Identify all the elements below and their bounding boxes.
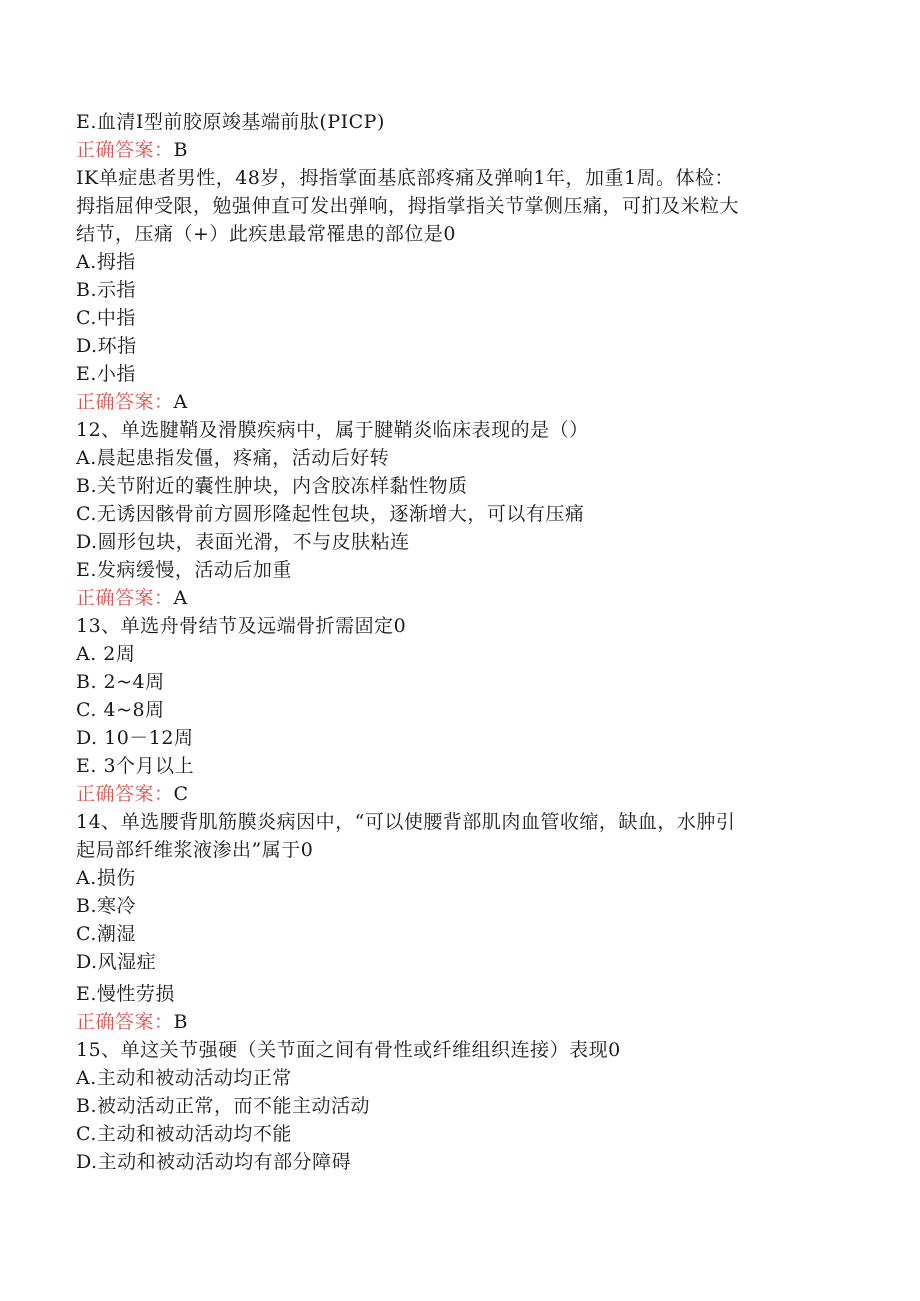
- option-line: B.示指: [76, 279, 137, 301]
- question-text-line: 结节，压痛（+）此疾患最常罹患的部位是0: [76, 223, 457, 245]
- option-line: C.无诱因骸骨前方圆形隆起性包块，逐渐增大，可以有压痛: [76, 503, 585, 525]
- answer-label: 正确答案：: [76, 783, 174, 805]
- answer-value: C: [173, 783, 189, 805]
- exam-document: [76, 108, 836, 1176]
- answer-label: 正确答案：: [76, 391, 174, 413]
- option-line: A.拇指: [76, 251, 136, 273]
- answer-value: B: [173, 139, 188, 161]
- correct-answer-line: [76, 136, 836, 164]
- answer-label: 正确答案：: [76, 1011, 174, 1033]
- correct-answer-line: [76, 584, 836, 612]
- question-text-line: 13、单选舟骨结节及远端骨折需固定0: [76, 615, 407, 637]
- option-line: A.损伤: [76, 867, 136, 889]
- option-line: C.主动和被动活动均不能: [76, 1123, 292, 1145]
- answer-value: A: [173, 587, 188, 609]
- option-line: D.环指: [76, 335, 137, 357]
- question-text-line: 拇指屈伸受限，勉强伸直可发出弹响，拇指掌指关节掌侧压痛，可扪及米粒大: [76, 195, 740, 217]
- option-line: D.风湿症: [76, 951, 157, 973]
- option-line: A.晨起患指发僵，疼痛，活动后好转: [76, 447, 390, 469]
- option-line: B.关节附近的囊性肿块，内含胶冻样黏性物质: [76, 475, 468, 497]
- option-line: C.中指: [76, 307, 136, 329]
- correct-answer-line: [76, 388, 836, 416]
- question-text-line: 14、单选腰背肌筋膜炎病因中，“可以使腰背部肌肉血管收缩，缺血，水肿引: [76, 811, 736, 833]
- option-line: D.圆形包块，表面光滑，不与皮肤粘连: [76, 531, 410, 553]
- correct-answer-line: [76, 1008, 836, 1036]
- question-text-line: IK单症患者男性，48岁，拇指掌面基底部疼痛及弹响1年，加重1周。体检：: [76, 167, 735, 189]
- correct-answer-line: [76, 780, 836, 808]
- answer-label: 正确答案：: [76, 139, 174, 161]
- option-line: D. 10－12周: [76, 727, 194, 749]
- option-line: B. 2~4周: [76, 671, 165, 693]
- answer-value: A: [173, 391, 188, 413]
- answer-label: 正确答案：: [76, 587, 174, 609]
- option-line: A. 2周: [76, 643, 136, 665]
- option-line: C. 4~8周: [76, 699, 165, 721]
- question-text-line: 起局部纤维浆液渗出”属于0: [76, 839, 314, 861]
- question-text-line: 15、单这关节强硬（关节面之间有骨性或纤维组织连接）表现0: [76, 1039, 621, 1061]
- option-line: B.寒冷: [76, 895, 137, 917]
- option-line: A.主动和被动活动均正常: [76, 1067, 292, 1089]
- option-line: E.发病缓慢，活动后加重: [76, 559, 292, 581]
- question-text-line: 12、单选腱鞘及滑膜疾病中，属于腱鞘炎临床表现的是（）: [76, 419, 589, 441]
- answer-value: B: [173, 1011, 188, 1033]
- option-line: E.血清Ⅰ型前胶原竣基端前肽(PICP): [76, 111, 385, 133]
- option-line: E. 3个月以上: [76, 755, 195, 777]
- option-line: B.被动活动正常，而不能主动活动: [76, 1095, 371, 1117]
- option-line: E.小指: [76, 363, 136, 385]
- option-line: C.潮湿: [76, 923, 136, 945]
- option-line: D.主动和被动活动均有部分障碍: [76, 1151, 352, 1173]
- option-line: E.慢性劳损: [76, 983, 175, 1005]
